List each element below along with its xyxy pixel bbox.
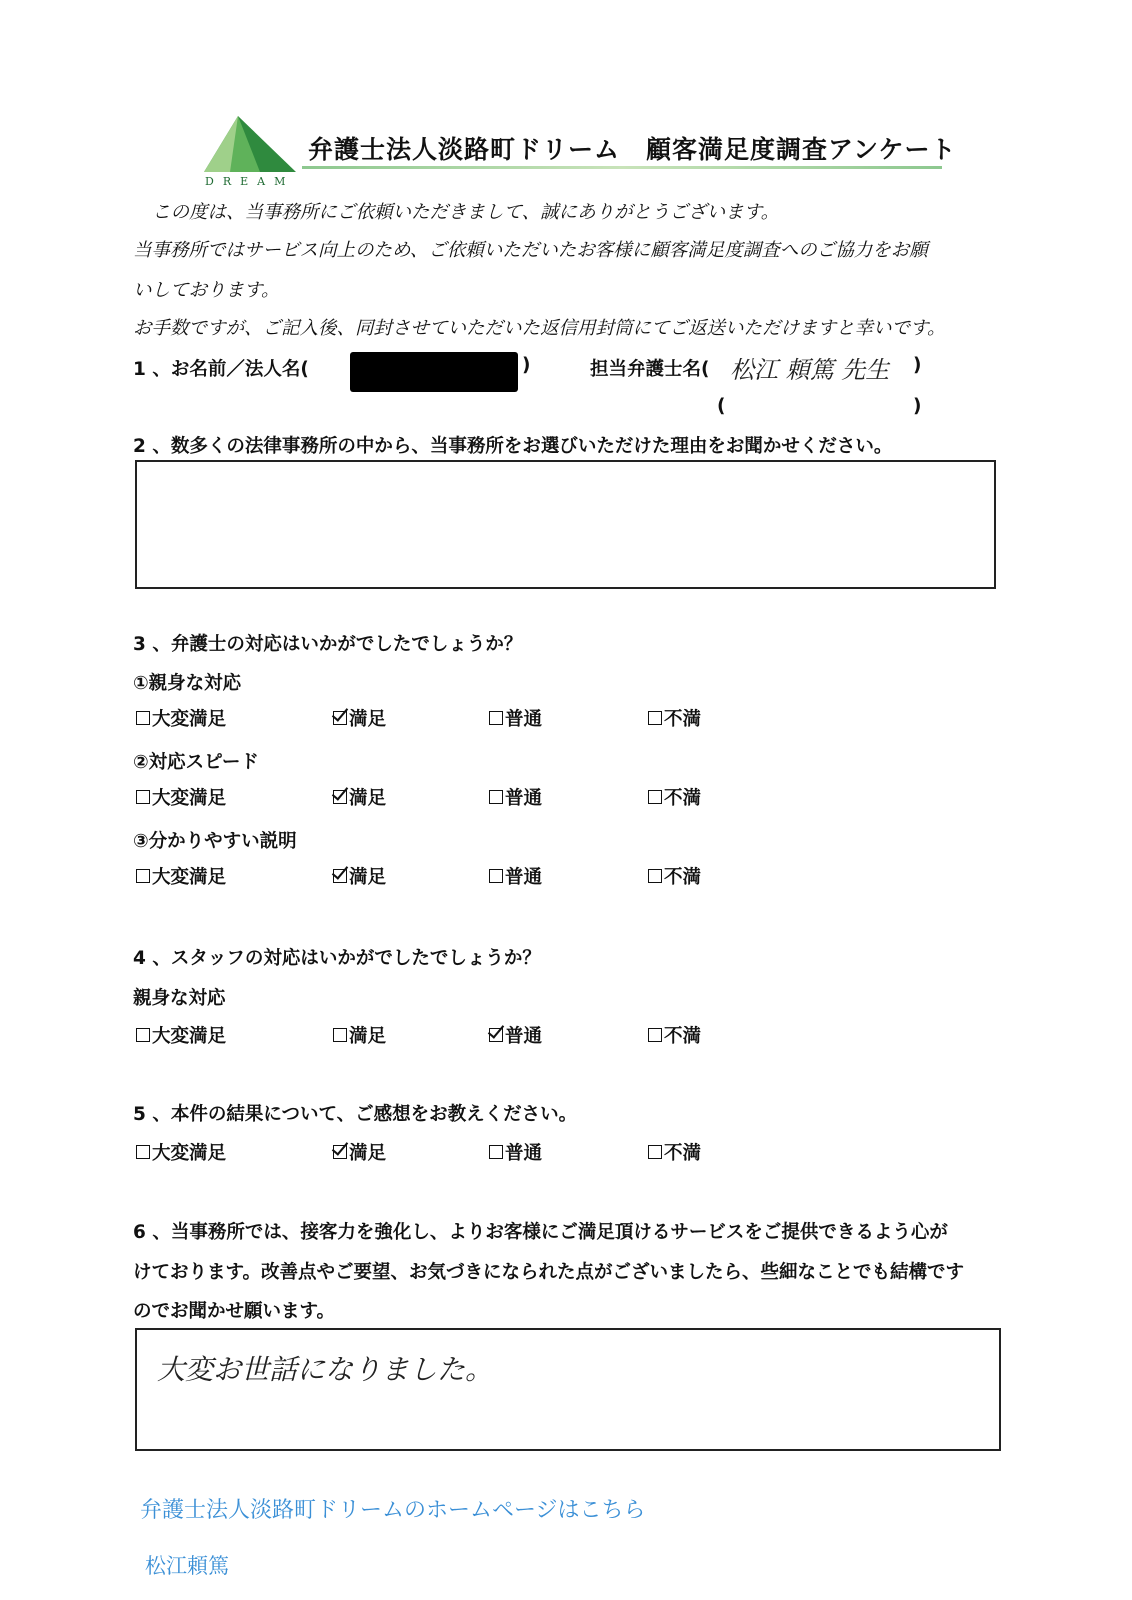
q1-lawyer-label: 担当弁護士名( xyxy=(590,359,710,380)
option-label: 大変満足 xyxy=(152,867,227,888)
option-label: 不満 xyxy=(664,709,702,730)
option-label: 普通 xyxy=(505,867,543,888)
q4-sub-label: 親身な対応 xyxy=(133,988,226,1009)
checkbox[interactable] xyxy=(489,869,503,883)
q3-sub1-label: ①親身な対応 xyxy=(133,673,242,694)
q2-answer-box[interactable] xyxy=(135,460,996,589)
option-label: 不満 xyxy=(664,867,702,888)
q1-second-close: ) xyxy=(913,396,922,417)
option-label: 満足 xyxy=(349,1143,387,1164)
option-neutral[interactable] xyxy=(489,705,542,731)
option-dissatisfied[interactable] xyxy=(648,863,701,889)
checkbox[interactable] xyxy=(648,711,662,725)
option-satisfied[interactable] xyxy=(333,1139,386,1165)
checkbox[interactable] xyxy=(489,1145,503,1159)
checkbox[interactable] xyxy=(489,1028,503,1042)
option-label: 大変満足 xyxy=(152,788,227,809)
homepage-link[interactable]: 弁護士法人淡路町ドリームのホームページはこちら xyxy=(140,1498,646,1523)
option-label: 大変満足 xyxy=(152,1026,227,1047)
q6-line-3: のでお聞かせ願います。 xyxy=(133,1301,336,1322)
option-label: 満足 xyxy=(349,867,387,888)
option-neutral[interactable] xyxy=(489,1022,542,1048)
option-label: 普通 xyxy=(505,1026,543,1047)
logo-text: DREAM xyxy=(205,175,295,188)
q2-label: 2 、数多くの法律事務所の中から、当事務所をお選びいただけた理由をお聞かせください。 xyxy=(133,436,893,457)
checkbox[interactable] xyxy=(136,1145,150,1159)
q4-label: 4 、スタッフの対応はいかがでしたでしょうか？ xyxy=(133,948,541,969)
redacted-name xyxy=(350,352,518,392)
option-very-satisfied[interactable] xyxy=(136,784,226,810)
checkbox[interactable] xyxy=(489,711,503,725)
checkbox[interactable] xyxy=(648,869,662,883)
option-label: 満足 xyxy=(349,709,387,730)
checkbox[interactable] xyxy=(648,1028,662,1042)
option-dissatisfied[interactable] xyxy=(648,1139,701,1165)
q3-sub2-label: ②対応スピード xyxy=(133,752,259,773)
title-underline xyxy=(302,166,942,169)
option-label: 不満 xyxy=(664,788,702,809)
option-neutral[interactable] xyxy=(489,1139,542,1165)
page-title: 弁護士法人淡路町ドリーム 顧客満足度調査アンケート xyxy=(308,135,957,164)
option-neutral[interactable] xyxy=(489,784,542,810)
checkbox[interactable] xyxy=(136,1028,150,1042)
option-satisfied[interactable] xyxy=(333,784,386,810)
intro-line-4: お手数ですが、ご記入後、同封させていただいた返信用封筒にてご返送いただけますと幸いです。 xyxy=(133,318,946,339)
checkbox[interactable] xyxy=(333,869,347,883)
option-label: 満足 xyxy=(349,1026,387,1047)
q3-label: 3 、弁護士の対応はいかがでしたでしょうか？ xyxy=(133,634,523,655)
option-very-satisfied[interactable] xyxy=(136,1022,226,1048)
checkbox[interactable] xyxy=(333,1145,347,1159)
checkbox[interactable] xyxy=(333,711,347,725)
option-label: 普通 xyxy=(505,709,543,730)
lawyer-profile-link[interactable]: 松江頼篤 xyxy=(145,1554,229,1578)
intro-line-2: 当事務所ではサービス向上のため、ご依頼いただいたお客様に顧客満足度調査へのご協力をお願 xyxy=(133,240,928,261)
option-very-satisfied[interactable] xyxy=(136,1139,226,1165)
q1-second-open: ( xyxy=(717,396,726,417)
checkbox[interactable] xyxy=(648,790,662,804)
checkbox[interactable] xyxy=(333,790,347,804)
checkbox[interactable] xyxy=(333,1028,347,1042)
q6-line-2: けております。改善点やご要望、お気づきになられた点がございましたら、些細なことでも結構です xyxy=(133,1262,965,1283)
option-label: 不満 xyxy=(664,1143,702,1164)
option-satisfied[interactable] xyxy=(333,1022,386,1048)
option-satisfied[interactable] xyxy=(333,863,386,889)
option-very-satisfied[interactable] xyxy=(136,705,226,731)
q5-label: 5 、本件の結果について、ご感想をお教えください。 xyxy=(133,1104,578,1125)
q6-answer-box[interactable] xyxy=(135,1328,1001,1451)
intro-line-1: この度は、当事務所にご依頼いただきまして、誠にありがとうございます。 xyxy=(152,202,780,223)
checkbox[interactable] xyxy=(489,790,503,804)
option-dissatisfied[interactable] xyxy=(648,1022,701,1048)
option-label: 不満 xyxy=(664,1026,702,1047)
option-label: 普通 xyxy=(505,1143,543,1164)
checkbox[interactable] xyxy=(136,711,150,725)
q6-answer-text: 大変お世話になりました。 xyxy=(157,1353,494,1386)
checkbox[interactable] xyxy=(648,1145,662,1159)
q1-lawyer-close: ) xyxy=(913,355,922,376)
option-dissatisfied[interactable] xyxy=(648,784,701,810)
option-very-satisfied[interactable] xyxy=(136,863,226,889)
option-label: 大変満足 xyxy=(152,1143,227,1164)
option-label: 満足 xyxy=(349,788,387,809)
q6-line-1: 6 、当事務所では、接客力を強化し、よりお客様にご満足頂けるサービスをご提供できるよう心が xyxy=(133,1222,948,1243)
checkbox[interactable] xyxy=(136,869,150,883)
checkbox[interactable] xyxy=(136,790,150,804)
option-label: 普通 xyxy=(505,788,543,809)
intro-line-3: いしております。 xyxy=(133,280,280,301)
q1-lawyer-value[interactable]: 松江 頼篤 先生 xyxy=(730,356,890,384)
option-label: 大変満足 xyxy=(152,709,227,730)
option-neutral[interactable] xyxy=(489,863,542,889)
q1-name-label: 1 、お名前／法人名( xyxy=(133,359,309,380)
option-dissatisfied[interactable] xyxy=(648,705,701,731)
option-satisfied[interactable] xyxy=(333,705,386,731)
q3-sub3-label: ③分かりやすい説明 xyxy=(133,831,297,852)
q1-name-close: ) xyxy=(522,355,531,376)
